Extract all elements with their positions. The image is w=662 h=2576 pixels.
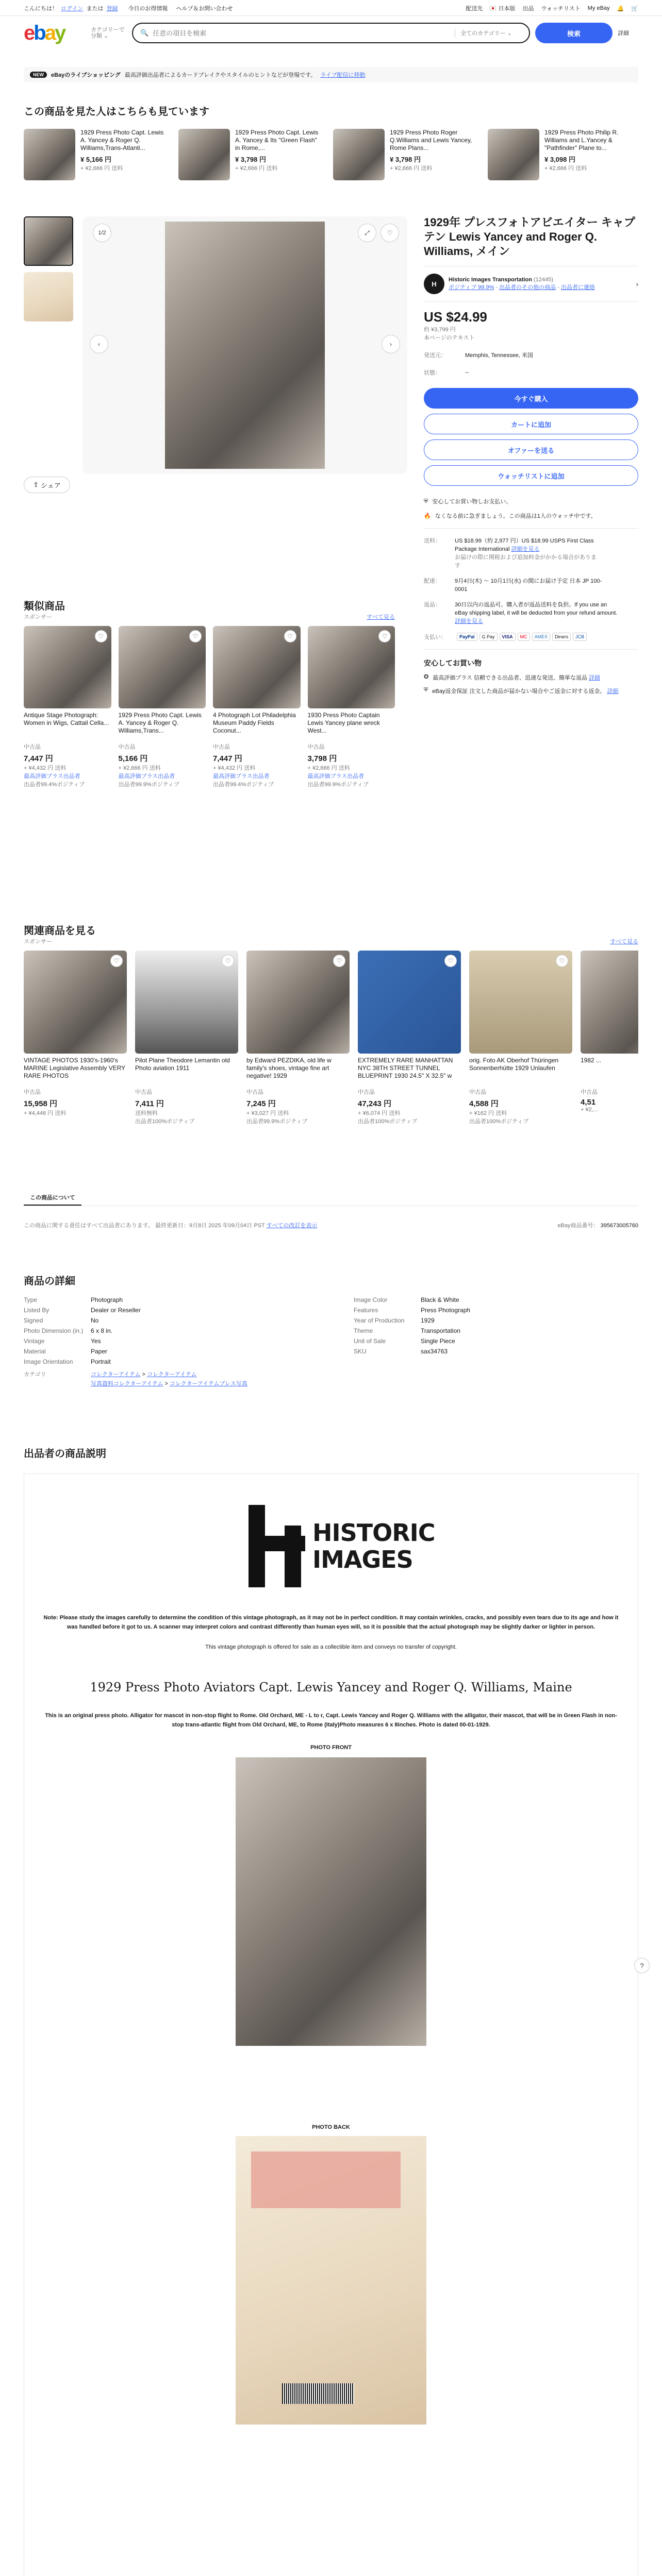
description-frame (24, 1473, 638, 2576)
shipping-value: US $18.99（約 2,977 円）US $18.99 USPS First Class Package International (455, 538, 594, 552)
spec-row: Image Color Black & White (354, 1296, 459, 1303)
similar-section: 類似商品 スポンサー すべて見る ♡ Antique Stage Photograph: Women in Wigs, Cattail Cella... 中古品 7,447 円 + ¥4,432 円 送料 最高評価プラス出品者 出品者99.4%ポジティブ ♡ 1929 Press Photo Capt. Lewis A. Yancey & Roger Q. Williams,Trans... 中古品 5,166 円 + ¥2,666 円 送料 最高評価プラス出品者 出品者99.9%ポジティブ ♡ 4 Photograph Lot Philadelphia Museum Paddy Fields Coconut... 中古品 7,447 円 + ¥4,432 円 送料 最高評価プラス出品者 出品者99.4%ポジティブ ♡ 1930 Press Photo Captain Lewis Yancey plane wreck West... 中古品 3,798 円 + ¥2,666 円 送料 最高評価プラス出品者 出品者99.9%ポジティブ (24, 598, 395, 788)
top-rec-item[interactable]: 1929 Press Photo Capt. Lewis A. Yancey & Its "Green Flash" in Rome,... ¥ 3,798 円 + ¥2,666 円 送料 (178, 129, 323, 180)
badge-icon: ✪ (424, 674, 429, 680)
shield-icon: ⛨ (424, 498, 428, 504)
diners-icon: Diners (552, 633, 571, 641)
myebay-link[interactable]: My eBay (587, 5, 610, 11)
protection-title: 安心してお買い物 (424, 659, 482, 667)
item-image (24, 626, 111, 708)
search-box[interactable] (132, 23, 530, 43)
photo-back-label: PHOTO BACK (312, 2124, 350, 2130)
spec-row: Unit of Sale Single Piece (354, 1337, 455, 1345)
item-image (488, 129, 539, 180)
live-banner (24, 67, 638, 82)
item-image (24, 129, 75, 180)
help-float-icon[interactable]: ? (634, 1958, 650, 1973)
buy-now-button[interactable]: 今すぐ購入 (424, 388, 638, 409)
spec-row: Photo Dimension (in.) 6 x 8 in. (24, 1327, 113, 1334)
item-panel: 1929年 プレスフォトアビエイター キャプテン Lewis Yancey and Roger Q. Williams, メイン H Historic Images Transportation (12445) ポジティブ 99.9% · 出品者のその他の商品 · 出品者に連絡 › US $24.99 約 ¥3,799 円 本ページのテキスト 発送元： Memphis, Tennessee, 米国 状態： -- 今すぐ購入 カートに追加 オファーを送る ウォッチリストに追加 ⛨ 安心してお買い物しお支払い。 🔥 なくなる前に急ぎましょう。この商品は1人のウォッチ中です。 送料： US $18.99（約 2,977 円）US $18.99 USPS First Class Package International 詳細を見る お届けの際に関税および追加料金がかかる場合があります 配達： 9月4日(木) 〜 10月1日(水) の間にお届け予定 日本 JP 100-0001 返品： 30日以内の返品可。購入者が返品送料を負担。If you use an eBay shipping label, it will be deducted from your refund amount. 詳細を見る 支払い： PayPal G Pay VISA MC AMEX Diners JCB 安心してお買い物 ✪ 最高評価プラス 信頼できる出品者、迅速な発送、簡単な返品 詳細 ⛨ eBay返金保証 注文した商品が届かない場合やご返金に対する返金。 詳細 (424, 216, 638, 694)
spec-row: Type Photograph (24, 1296, 123, 1303)
item-image (358, 951, 461, 1054)
heart-icon[interactable]: ♡ (378, 630, 391, 642)
related-see-all[interactable]: すべて見る (610, 939, 638, 945)
related-item[interactable]: ♡ EXTREMELY RARE MANHATTAN NYC 38TH STREET TUNNEL BLUEPRINT 1930 24.5" X 32.5" w 中古品 47,243 円 + ¥6,074 円 送料 出品者100%ポジティブ (358, 951, 461, 1125)
similar-item[interactable]: ♡ 1930 Press Photo Captain Lewis Yancey plane wreck West... 中古品 3,798 円 + ¥2,666 円 送料 最高評価プラス出品者 出品者99.9%ポジティブ (308, 626, 395, 788)
main-image-viewer[interactable] (82, 216, 407, 474)
spec-row: Image Orientation Portrait (24, 1358, 111, 1365)
item-image (308, 626, 395, 708)
seller-positive[interactable]: ポジティブ 99.9% (449, 284, 494, 291)
description-paragraph: This is an original press photo. Alligator for mascot in non-stop flight to Rome. Old Orchard, ME - L to r, Capt. Lewis Yancey and Roger Q. Williams with the alligator, their mascot, that will be in Green Flash in non-stop trans-atlantic flight from Old Orchard, ME, to Rome (Italy)Photo measures 6 x 8inches. Photo is dated 00-01-1929. (45, 1713, 617, 1728)
search-button[interactable]: 検索 (535, 23, 613, 43)
new-badge: NEW (30, 72, 47, 78)
photo-back-image (236, 2136, 426, 2425)
related-item[interactable]: 1982 ... 中古品 4,51 + ¥2,... (581, 951, 638, 1113)
returns-details-link[interactable]: 詳細を見る (455, 618, 483, 624)
item-image (333, 129, 385, 180)
sell-link[interactable]: 出品 (522, 6, 534, 12)
seller-card[interactable]: H Historic Images Transportation (12445) ポジティブ 99.9% · 出品者のその他の商品 · 出品者に連絡 › (424, 274, 638, 294)
heart-icon[interactable]: ♡ (333, 955, 345, 967)
category-link[interactable]: コレクターアイテムプレス写真 (170, 1381, 247, 1387)
jcb-icon: JCB (573, 633, 587, 641)
delivery-value: 9月4日(木) 〜 10月1日(水) の間にお届け予定 日本 JP 100-0001 (455, 578, 602, 592)
banner-link[interactable]: ライブ配信に移動 (320, 72, 366, 78)
hi-logo-mark (249, 1505, 305, 1587)
similar-see-all[interactable]: すべて見る (367, 614, 395, 620)
greeting: こんにちは！ (24, 6, 58, 12)
share-button[interactable]: ⇪ シェア (24, 477, 70, 493)
paypal-icon: PayPal (457, 633, 477, 641)
assurance-item: 🔥 なくなる前に急ぎましょう。この商品は1人のウォッチ中です。 (424, 513, 597, 519)
header (24, 23, 638, 43)
similar-title: 類似商品 (24, 601, 65, 612)
banner-title: eBayのライブショッピング (51, 72, 121, 78)
gpay-icon: G Pay (479, 633, 498, 641)
share-icon: ⇪ (33, 481, 39, 488)
shipping-from: Memphis, Tennessee, 米国 (465, 352, 533, 359)
price-usd: US $24.99 (424, 309, 487, 325)
description-heading: 1929 Press Photo Aviators Capt. Lewis Yancey and Roger Q. Williams, Maine (90, 1680, 572, 1694)
item-image (213, 626, 301, 708)
similar-item[interactable]: ♡ Antique Stage Photograph: Women in Wigs, Cattail Cella... 中古品 7,447 円 + ¥4,432 円 送料 最高評価プラス出品者 出品者99.4%ポジティブ (24, 626, 111, 788)
ebay-logo[interactable]: ebay (24, 22, 65, 44)
guarantee-icon: ⛨ (424, 687, 428, 693)
tab-about[interactable]: この商品について (24, 1190, 81, 1206)
shipping-details-link[interactable]: 詳細を見る (511, 546, 540, 552)
advanced-search-link[interactable]: 詳細 (618, 30, 629, 37)
deals-link[interactable]: 今日のお得情報 (128, 6, 168, 12)
seller-store-link[interactable]: 出品者のその他の商品 (499, 284, 556, 291)
spec-row: Theme Transportation (354, 1327, 460, 1334)
price-jpy: 約 ¥3,799 円 (424, 327, 456, 333)
hi-logo-top: HISTORIC (312, 1519, 435, 1547)
assurance-item: ⛨ 安心してお買い物しお支払い。 (424, 498, 512, 505)
chevron-right-icon: › (636, 280, 638, 288)
expand-icon[interactable]: ⤢ (358, 224, 376, 242)
shipto-label[interactable]: 配送先 (466, 6, 483, 12)
related-item[interactable]: ♡ Pilot Plane Theodore Lemantin old Photo aviation 1911 中古品 7,411 円 送料無料 出品者100%ポジティブ (135, 951, 238, 1125)
price-note: 本ページのテキスト (424, 335, 475, 341)
search-input[interactable] (153, 29, 451, 37)
condition-note: Note: Please study the images carefully to determine the condition of this vintage photograph, as it may not be in perfect condition. It may contain wrinkles, cracks, and possibly even tears due to its age and how it was handled before it got to us. A scanner may interpret colors and contrast differently than human eyes will, so it is possible that the actual photograph may be slightly darker or lighter in person. (43, 1615, 619, 1630)
category-link[interactable]: 写真資料コレクターアイテム (91, 1381, 163, 1387)
next-arrow-icon[interactable]: › (382, 335, 400, 353)
heart-icon[interactable]: ♡ (110, 955, 123, 967)
signin-link[interactable]: ログイン (61, 6, 84, 12)
item-title: 1929年 プレスフォトアビエイター キャプテン Lewis Yancey and Roger Q. Williams, メイン (424, 216, 635, 258)
prev-arrow-icon[interactable]: ‹ (90, 335, 108, 353)
related-item[interactable]: ♡ VINTAGE PHOTOS 1930's-1960's MARINE Legislative Assembly VERY RARE PHOTOS 中古品 15,958 円 + ¥4,446 円 送料 (24, 951, 127, 1117)
spec-row: SKU sax34763 (354, 1348, 448, 1355)
add-to-cart-button[interactable]: カートに追加 (424, 414, 638, 434)
thumbnail-strip (24, 216, 75, 321)
register-link[interactable]: 登録 (106, 6, 118, 12)
seller-avatar: H (424, 274, 444, 294)
condition-value: -- (465, 369, 469, 376)
top-bar (24, 4, 638, 12)
watch-heart-icon[interactable]: ♡ (380, 224, 399, 242)
item-image (469, 951, 572, 1054)
heart-icon[interactable]: ♡ (222, 955, 234, 967)
photo-front-image (236, 1757, 426, 2046)
spec-row: Features Press Photograph (354, 1307, 471, 1314)
bell-icon[interactable]: 🔔 (617, 5, 624, 12)
historic-images-logo (249, 1505, 435, 1587)
related-item[interactable]: ♡ by Edward PEZDIKA, old life w family's shoes, vintage fine art negative! 1929 中古品 7,245 円 + ¥3,027 円 送料 出品者99.9%ポジティブ (246, 951, 350, 1125)
item-number: 395673005760 (600, 1223, 638, 1229)
contact-seller-link[interactable]: 出品者に連絡 (560, 284, 595, 291)
spec-row: Listed By Dealer or Reseller (24, 1307, 141, 1314)
thumbnail-back[interactable] (24, 272, 73, 321)
specifics-title: 商品の詳細 (24, 1276, 75, 1287)
top-rec-list (24, 129, 638, 180)
similar-item[interactable]: ♡ 4 Photograph Lot Philadelphia Museum Paddy Fields Coconut... 中古品 7,447 円 + ¥4,432 円 送料 最高評価プラス出品者 出品者99.4%ポジティブ (213, 626, 301, 788)
category-link[interactable]: コレクターアイテム (147, 1371, 197, 1378)
tabs (24, 1190, 638, 1206)
or-text: または (86, 6, 104, 12)
spec-row: Material Paper (24, 1348, 108, 1355)
region-selector[interactable]: 日本版 (490, 4, 515, 12)
heart-icon[interactable]: ♡ (284, 630, 296, 642)
specifics-section: 商品の詳細 Type Photograph Listed By Dealer or Reseller Signed No Photo Dimension (in.) 6 x 8 in. Vintage Yes Material Paper Image Orientation Portrait Image Color Black & White Features Press Photograph Year of Production 1929 Theme Transportation Unit of Sale Single Piece SKU sax34763 カテゴリ コレクターアイテム > コレクターアイテム 写真資料コレクターアイテム > コレクターアイテムプレス写真 (24, 1273, 638, 1388)
category-link[interactable]: コレクターアイテム (91, 1371, 141, 1378)
heart-icon[interactable]: ♡ (444, 955, 457, 967)
help-link[interactable]: ヘルプ＆お問い合わせ (176, 6, 233, 12)
spec-row: Vintage Yes (24, 1337, 101, 1345)
heart-icon[interactable]: ♡ (95, 630, 107, 642)
thumbnail-front[interactable] (24, 216, 73, 266)
top-rec-item[interactable]: 1929 Press Photo Capt. Lewis A. Yancey & Roger Q. Williams,Trans-Atlanti... ¥ 5,166 円 + ¥2,666 円 送料 (24, 129, 168, 180)
item-image (119, 626, 206, 708)
search-scope-select[interactable]: 全てのカテゴリー ⌄ (455, 29, 522, 37)
top-rec-item[interactable]: 1929 Press Photo Philip R. Williams and L.Yancey & "Pathfinder" Plane to... ¥ 3,098 円 + ¥2,666 円 送料 (488, 129, 632, 180)
related-item[interactable]: ♡ orig. Foto AK Oberhof Thüringen Sonnenberhütte 1929 Unlaufen 中古品 4,588 円 + ¥162 円 送料 出品者100%ポジティブ (469, 951, 572, 1125)
item-image (246, 951, 350, 1054)
amex-icon: AMEX (532, 633, 551, 641)
counter-badge: 1/2 (93, 224, 111, 242)
spec-row: Signed No (24, 1317, 99, 1324)
top-rec-title: この商品を見た人はこちらも見ています (24, 106, 209, 117)
item-image (178, 129, 230, 180)
make-offer-button[interactable]: オファーを送る (424, 439, 638, 460)
similar-item[interactable]: ♡ 1929 Press Photo Capt. Lewis A. Yancey & Roger Q. Williams,Trans... 中古品 5,166 円 + ¥2,666 円 送料 最高評価プラス出品者 出品者99.9%ポジティブ (119, 626, 206, 788)
item-image (24, 951, 127, 1054)
mastercard-icon: MC (518, 633, 530, 641)
protection-item: ✪ 最高評価プラス 信頼できる出品者、迅速な発送、簡単な返品 詳細 (424, 674, 601, 681)
photo-front-label: PHOTO FRONT (310, 1744, 352, 1751)
item-image (581, 951, 638, 1054)
flame-icon: 🔥 (424, 513, 431, 519)
visa-icon: VISA (500, 633, 516, 641)
spec-row: Year of Production 1929 (354, 1317, 435, 1324)
item-image (135, 951, 238, 1054)
hi-logo-bottom: IMAGES (312, 1546, 413, 1573)
banner-text: 最高評価出品者によるカードブレイクやスタイルのヒントなどが登場です。 (124, 72, 317, 78)
category-button[interactable]: カテゴリーで分類 ⌄ (91, 27, 125, 39)
related-section: 関連商品を見る スポンサー すべて見る ♡ VINTAGE PHOTOS 1930's-1960's MARINE Legislative Assembly VERY RARE PHOTOS 中古品 15,958 円 + ¥4,446 円 送料 ♡ Pilot Plane Theodore Lemantin old Photo aviation 1911 中古品 7,411 円 送料無料 出品者100%ポジティブ ♡ by Edward PEZDIKA, old life w family's shoes, vintage fine art negative! 1929 中古品 7,245 円 + ¥3,027 円 送料 出品者99.9%ポジティブ ♡ EXTREMELY RARE MANHATTAN NYC 38TH STREET TUNNEL BLUEPRINT 1930 24.5" X 32.5" w 中古品 47,243 円 + ¥6,074 円 送料 出品者100%ポジティブ ♡ orig. Foto AK Oberhof Thüringen Sonnenberhütte 1929 Unlaufen 中古品 4,588 円 + ¥162 円 送料 出品者100%ポジティブ 1982 ... 中古品 4,51 + ¥2,... (24, 922, 638, 1125)
barcode (282, 2383, 354, 2404)
seller-name[interactable]: Historic Images Transportation (449, 277, 532, 283)
about-meta: この商品に関する責任はすべて出品者にあります。 最終更新日：9月8日 2025 年09月04日 PST すべての改訂を表示 eBay商品番号： 395673005760 (24, 1223, 638, 1229)
search-icon: 🔍 (140, 29, 149, 37)
returns-value: 30日以内の返品可。購入者が返品送料を負担。If you use an eBay shipping label, it will be deducted from your refund amount. (455, 602, 618, 616)
heart-icon[interactable]: ♡ (556, 955, 568, 967)
cart-icon[interactable]: 🛒 (631, 5, 638, 12)
main-photo (165, 222, 325, 469)
description-title: 出品者の商品説明 (24, 1448, 106, 1460)
revisions-link[interactable]: すべての改訂を表示 (266, 1223, 318, 1229)
add-watchlist-button[interactable]: ウォッチリストに追加 (424, 465, 638, 486)
protection-item: ⛨ eBay返金保証 注文した商品が届かない場合やご返金に対する返金。 詳細 (424, 687, 619, 694)
related-title: 関連商品を見る (24, 925, 96, 937)
flag-icon (490, 6, 496, 10)
copyright-note: This vintage photograph is offered for sale as a collectible item and conveys no transfer of copyright. (205, 1644, 457, 1650)
heart-icon[interactable]: ♡ (189, 630, 202, 642)
watchlist-link[interactable]: ウォッチリスト (541, 6, 581, 12)
top-rec-item[interactable]: 1929 Press Photo Roger Q.Williams and Lewis Yancey, Rome Plans... ¥ 3,798 円 + ¥2,666 円 送料 (333, 129, 477, 180)
